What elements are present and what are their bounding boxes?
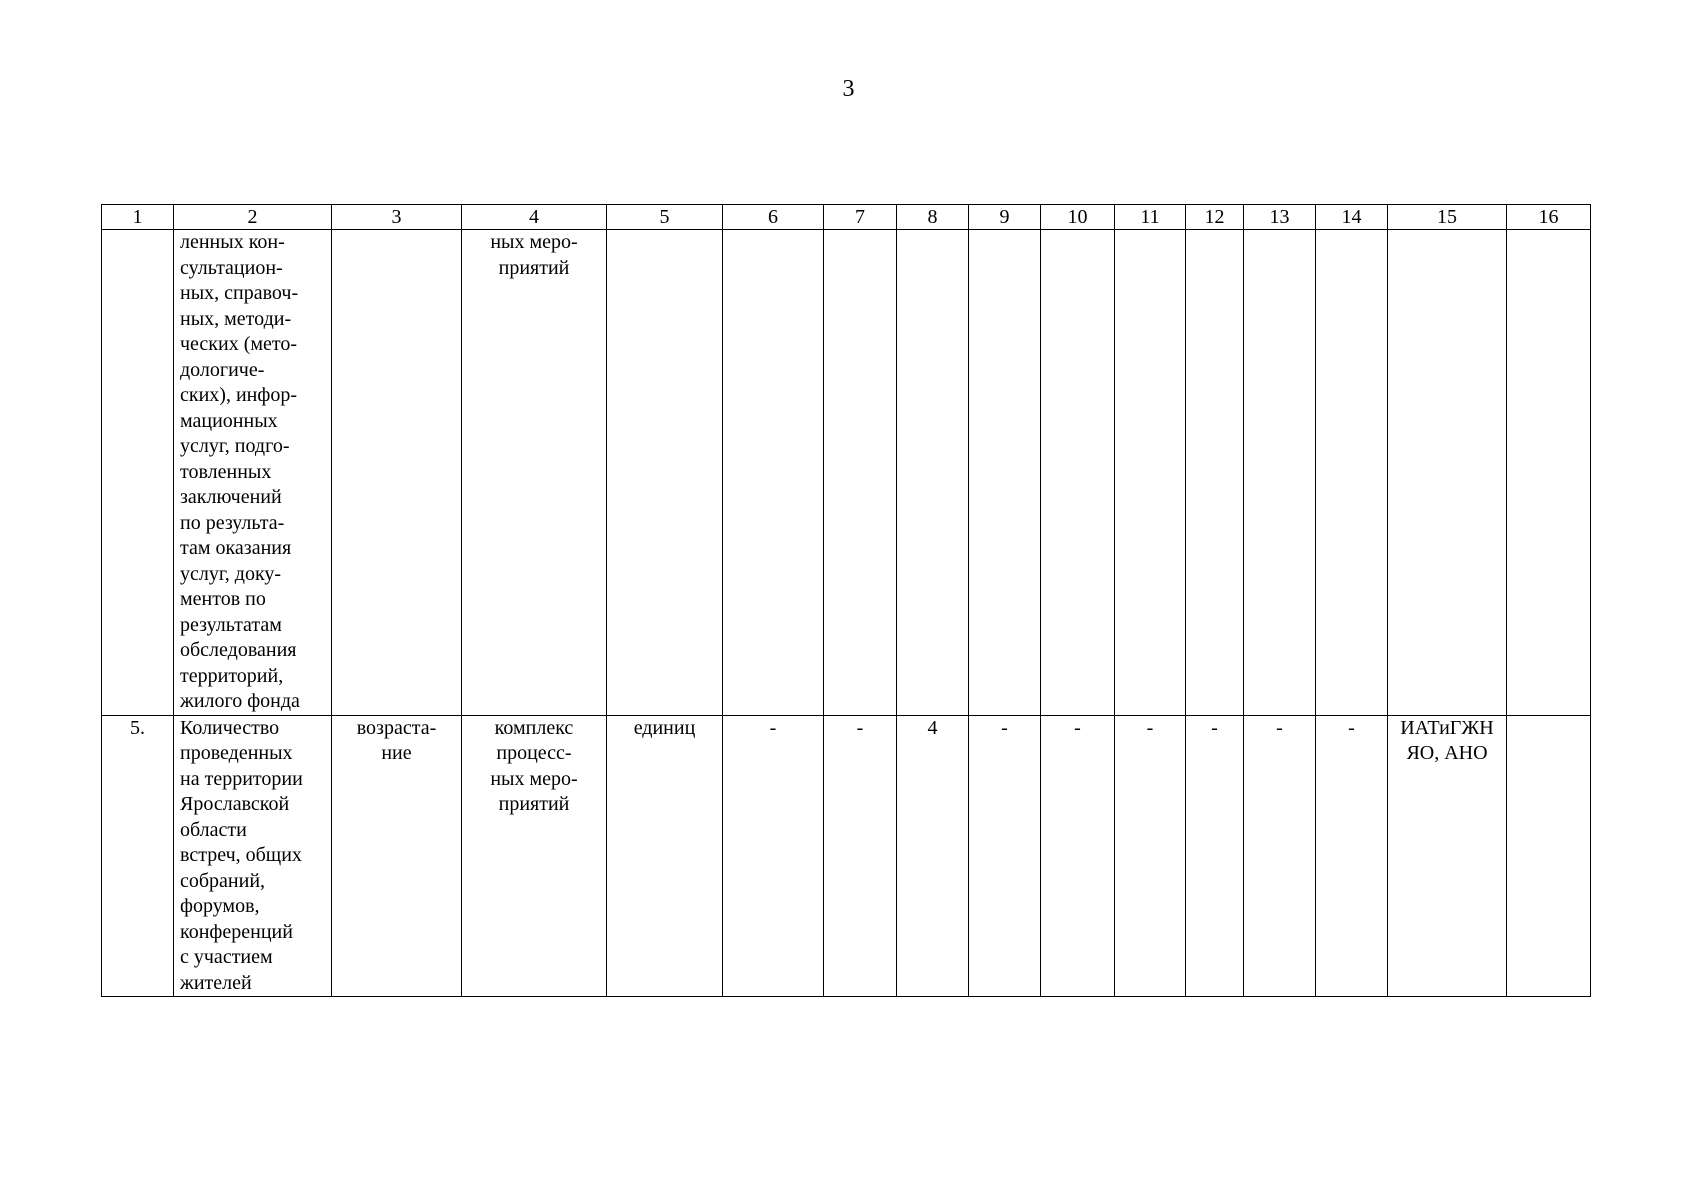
table-cell (969, 230, 1041, 716)
value-cell: 4 (897, 715, 969, 997)
table-cell (332, 230, 462, 716)
column-header: 15 (1388, 205, 1507, 230)
table-cell: ных меро- приятий (462, 230, 607, 716)
value-cell: - (824, 715, 897, 997)
table-row (102, 715, 1591, 997)
table-cell (897, 230, 969, 716)
table-cell (1316, 230, 1388, 716)
column-header: 9 (969, 205, 1041, 230)
indicator-type-cell: комплекс процесс- ных меро- приятий (462, 715, 607, 997)
table-cell (1186, 230, 1244, 716)
column-header: 2 (174, 205, 332, 230)
indicator-name-cell: Количество проведенных на территории Ярославской области встреч, общих собраний, форумов, конференций с участием жителей (174, 715, 332, 997)
table-cell (1507, 230, 1591, 716)
value-cell: - (1186, 715, 1244, 997)
value-cell: - (1115, 715, 1186, 997)
table-cell (102, 230, 174, 716)
row-number-cell: 5. (102, 715, 174, 997)
table-cell (607, 230, 723, 716)
table-cell (1041, 230, 1115, 716)
value-cell: - (1316, 715, 1388, 997)
indicator-table (101, 204, 1591, 997)
table-cell (1244, 230, 1316, 716)
trend-cell: возраста- ние (332, 715, 462, 997)
column-header: 3 (332, 205, 462, 230)
column-header: 7 (824, 205, 897, 230)
column-header: 8 (897, 205, 969, 230)
value-cell: - (969, 715, 1041, 997)
table-cell (824, 230, 897, 716)
column-header: 16 (1507, 205, 1591, 230)
column-header: 13 (1244, 205, 1316, 230)
column-header: 10 (1041, 205, 1115, 230)
table-header-row (102, 205, 1591, 230)
table-cell (1388, 230, 1507, 716)
column-header: 1 (102, 205, 174, 230)
table-cell (723, 230, 824, 716)
table-cell (1115, 230, 1186, 716)
value-cell: - (723, 715, 824, 997)
column-header: 5 (607, 205, 723, 230)
column-header: 6 (723, 205, 824, 230)
column-header: 12 (1186, 205, 1244, 230)
value-cell: - (1244, 715, 1316, 997)
value-cell: - (1041, 715, 1115, 997)
table-cell (1507, 715, 1591, 997)
column-header: 14 (1316, 205, 1388, 230)
page-number: 3 (842, 76, 855, 102)
column-header: 11 (1115, 205, 1186, 230)
indicator-name-cell: ленных кон- сультацион- ных, справоч- ных, методи- ческих (мето- дологиче- ских), инфор- мационных услуг, подго- товленных заключений по результа- там оказания услуг, доку- ментов по результатам обследования территорий, жилого фонда (174, 230, 332, 716)
unit-cell: единиц (607, 715, 723, 997)
responsible-cell: ИАТиГЖН ЯО, АНО (1388, 715, 1507, 997)
table-row (102, 230, 1591, 716)
column-header: 4 (462, 205, 607, 230)
